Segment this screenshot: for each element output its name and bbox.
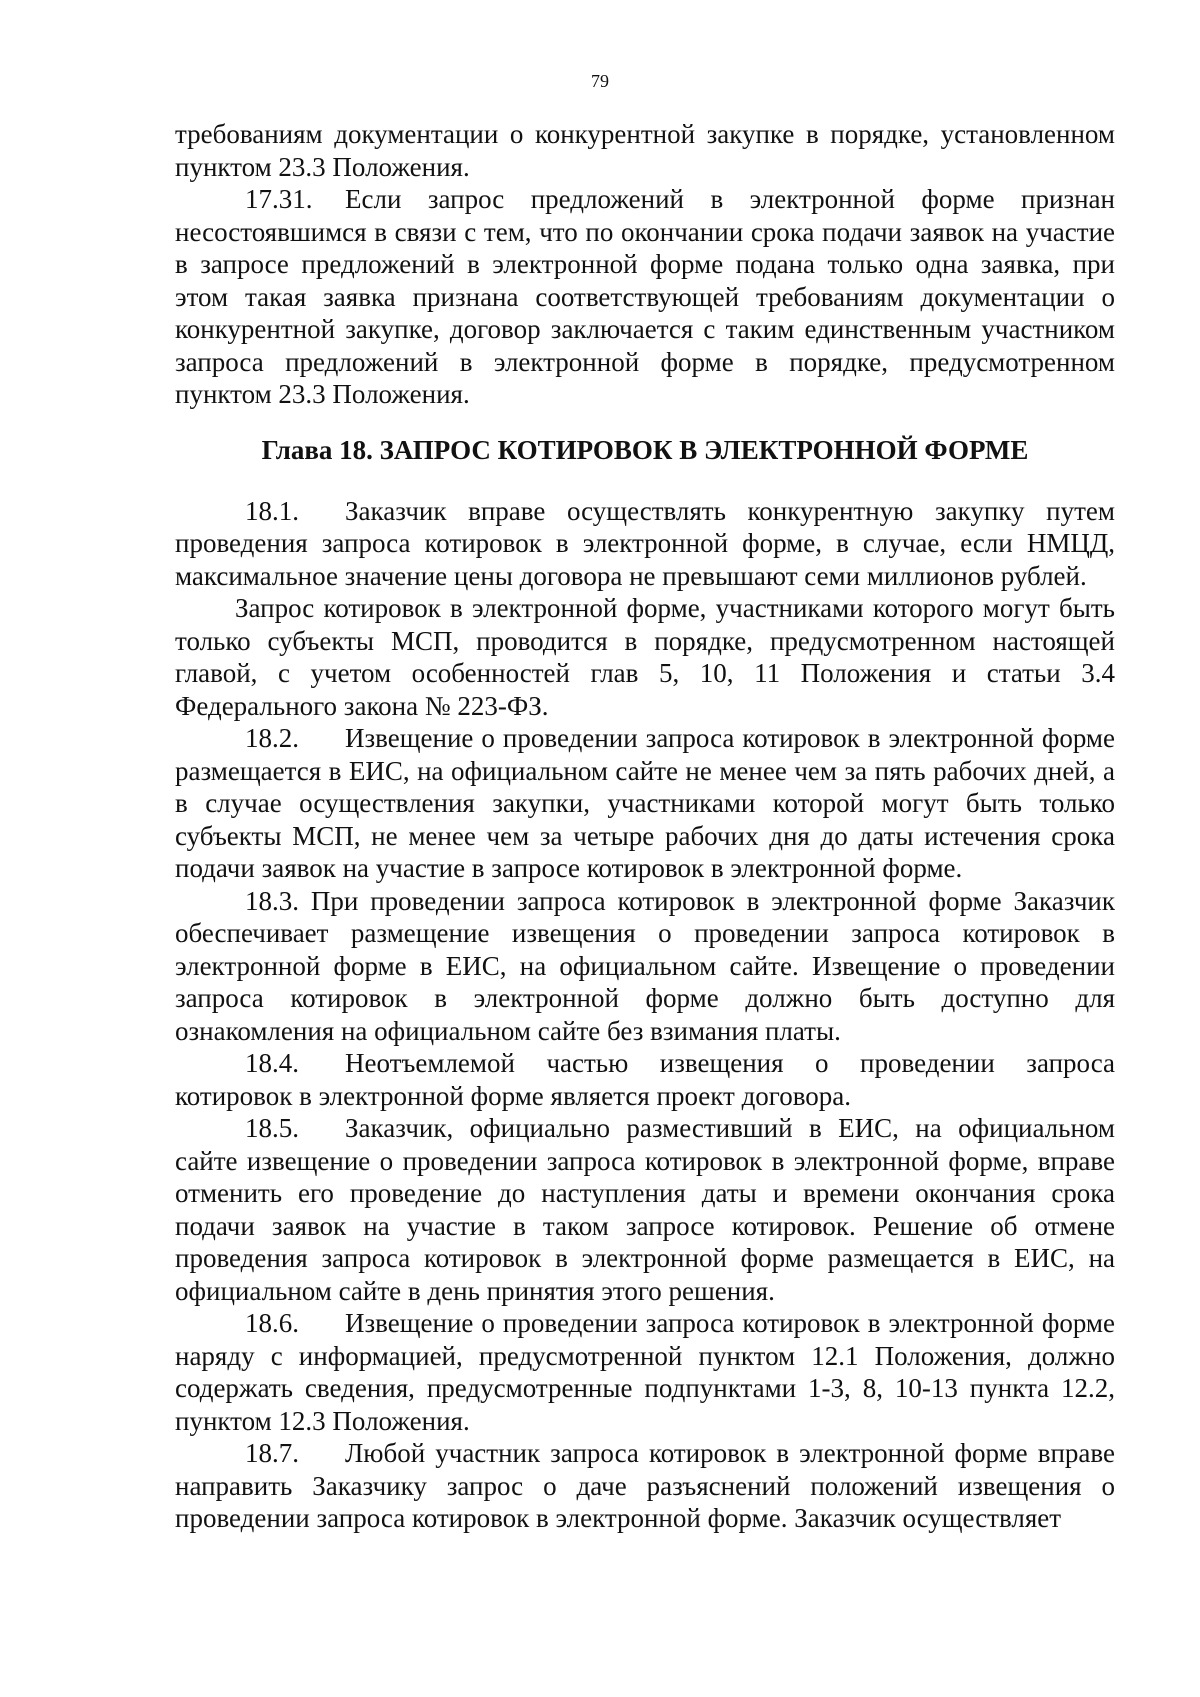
paragraph-text: Если запрос предложений в электронной форме признан несостоявшимся в связи с тем, что по окончании срока подачи заявок на участие в запросе предложений в электронной форме подана только одна заявка, при этом такая заявка признана соответствующей требованиям документации о конкурентной закупке, договор заключается с таким единственным участником запроса предложений в электронной форме в порядке, предусмотренном пунктом 23.3 Положения. (175, 184, 1115, 409)
paragraph-number: 18.1. (245, 495, 299, 526)
paragraph-number: 18.3. (245, 885, 299, 916)
paragraph-text: Запрос котировок в электронной форме, участниками которого могут быть только субъекты МСП, проводится в порядке, предусмотренном настоящей главой, с учетом особенностей глав 5, 10, 11 Положения и статьи 3.4 Федерального закона № 223-ФЗ. (175, 593, 1115, 721)
paragraph-text: При проведении запроса котировок в электронной форме Заказчик обеспечивает размещение извещения о проведении запроса котировок в электронной форме в ЕИС, на официальном сайте. Извещение о проведении запроса котировок в электронной форме должно быть доступно для ознакомления на официальном сайте без взимания платы. (175, 885, 1115, 1046)
paragraph-18-4 (175, 1047, 1115, 1112)
paragraph-18-1-msp (175, 592, 1115, 722)
paragraph-text: Извещение о проведении запроса котировок в электронной форме размещается в ЕИС, на официальном сайте не менее чем за пять рабочих дней, а в случае осуществления закупки, участниками которой могут быть только субъекты МСП, не менее чем за четыре рабочих дня до даты истечения срока подачи заявок на участие в запросе котировок в электронной форме. (175, 723, 1115, 883)
document-body (175, 118, 1115, 1535)
paragraph-number: 18.2. (245, 723, 299, 753)
paragraph-text: Заказчик вправе осуществлять конкурентную закупку путем проведения запроса котировок в электронной форме, в случае, если НМЦД, максимальное значение цены договора не превышают семи миллионов рублей. (175, 495, 1115, 591)
paragraph-text: Извещение о проведении запроса котировок в электронной форме наряду с информацией, предусмотренной пунктом 12.1 Положения, должно содержать сведения, предусмотренные подпунктами 1-3, 8, 10-13 пункта 12.2, пунктом 12.3 Положения. (175, 1308, 1115, 1436)
paragraph-text: Заказчик, официально разместивший в ЕИС, на официальном сайте извещение о проведении запроса котировок в электронной форме, вправе отменить его проведение до наступления даты и времени окончания срока подачи заявок на участие в таком запросе котировок. Решение об отмене проведения запроса котировок в электронной форме размещается в ЕИС, на официальном сайте в день принятия этого решения. (175, 1113, 1115, 1306)
paragraph-number: 17.31. (245, 184, 313, 214)
paragraph-number: 18.4. (245, 1048, 299, 1078)
paragraph-18-6 (175, 1307, 1115, 1437)
paragraph-number: 18.7. (245, 1438, 299, 1468)
paragraph-text: требованиям документации о конкурентной закупке в порядке, установленном пунктом 23.3 Положения. (175, 119, 1115, 182)
paragraph-18-2 (175, 722, 1115, 885)
paragraph-18-3 (175, 885, 1115, 1048)
chapter-title: Глава 18. ЗАПРОС КОТИРОВОК В ЭЛЕКТРОННОЙ ФОРМЕ (261, 434, 1029, 465)
paragraph-number: 18.6. (245, 1308, 299, 1338)
paragraph-number: 18.5. (245, 1113, 299, 1143)
paragraph-17-31 (175, 183, 1115, 411)
paragraph-continuation (175, 118, 1115, 183)
paragraph-18-7 (175, 1437, 1115, 1535)
paragraph-18-1 (175, 495, 1115, 593)
paragraph-text: Неотъемлемой частью извещения о проведении запроса котировок в электронной форме является проект договора. (175, 1048, 1115, 1111)
paragraph-18-5 (175, 1112, 1115, 1307)
paragraph-text: Любой участник запроса котировок в электронной форме вправе направить Заказчику запрос о даче разъяснений положений извещения о проведении запроса котировок в электронной форме. Заказчик осуществляет (175, 1438, 1115, 1533)
page-number: 79 (591, 71, 609, 91)
